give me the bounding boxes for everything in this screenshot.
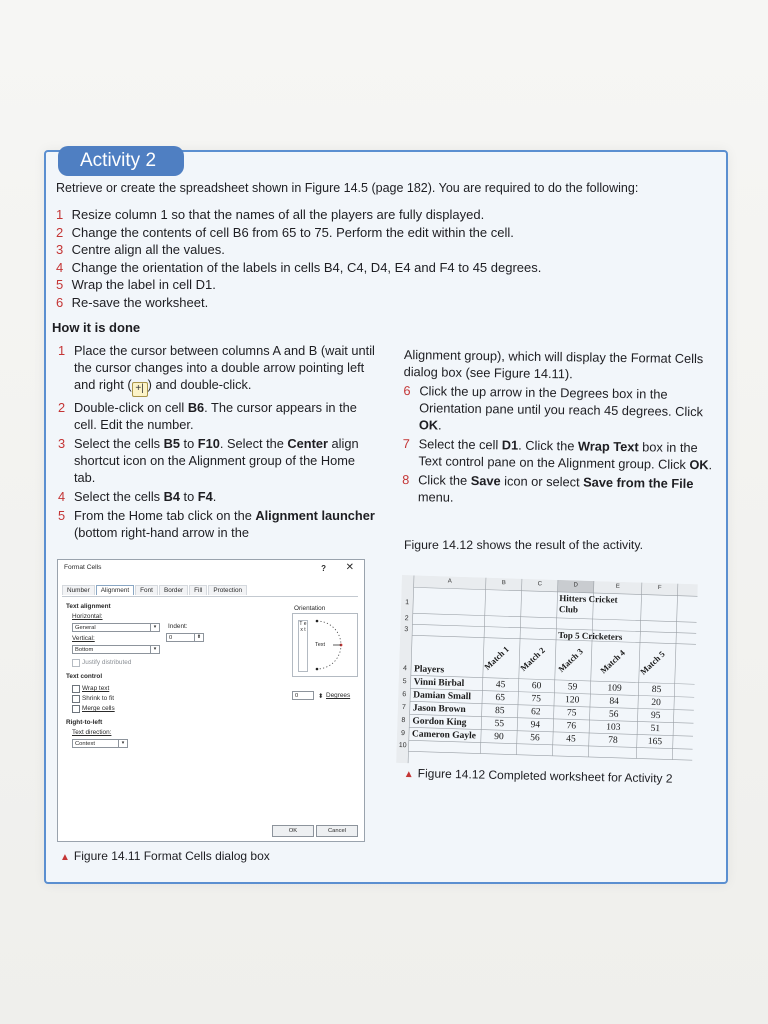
score-cell[interactable]: 45	[566, 734, 576, 745]
row-number[interactable]: 7	[401, 704, 406, 712]
match-label-f4[interactable]: Match 5	[638, 648, 667, 677]
degrees-label: Degrees	[326, 692, 351, 699]
cell-d1-line1: Hitters Cricket	[559, 592, 618, 605]
score-cell[interactable]: 62	[530, 707, 541, 718]
spinner-icon[interactable]: ⬍	[318, 693, 324, 700]
player-name[interactable]: Jason Brown	[412, 703, 466, 716]
score-cell[interactable]: 84	[609, 696, 620, 707]
text-alignment-heading: Text alignment	[66, 603, 111, 610]
score-cell[interactable]: 75	[566, 708, 577, 719]
indent-label: Indent:	[168, 623, 188, 630]
score-cell[interactable]: 120	[564, 695, 580, 706]
spinner-icon: ⬍	[194, 634, 203, 641]
row-number[interactable]: 3	[404, 626, 409, 634]
score-cell[interactable]: 78	[607, 735, 618, 746]
dialog-body	[62, 596, 358, 819]
format-cells-dialog	[57, 559, 365, 842]
cell-a4[interactable]: Players	[413, 664, 445, 676]
score-cell[interactable]: 65	[495, 692, 506, 704]
triangle-marker-icon: ▲	[403, 768, 414, 781]
task-item: 2 Change the contents of cell B6 from 65 to 75. Perform the edit within the cell.	[56, 224, 514, 240]
step-2: 2 Double-click on cell B6. The cursor appears in the cell. Edit the number.	[58, 400, 357, 432]
score-cell[interactable]: 56	[608, 709, 619, 720]
column-header-a[interactable]: A	[447, 578, 452, 585]
figure-11-caption: ▲ Figure 14.11 Format Cells dialog box	[60, 849, 270, 863]
dialog-tabs	[62, 585, 248, 595]
horizontal-select[interactable]	[72, 623, 160, 632]
text-control-heading: Text control	[66, 673, 103, 680]
step-4: 4 Select the cells B4 to F4.	[58, 489, 217, 504]
step-5: 5 From the Home tab click on the Alignment launcher (bottom right-hand arrow in the	[58, 508, 375, 540]
score-cell[interactable]: 165	[647, 736, 663, 748]
player-name[interactable]: Vinni Birbal	[413, 677, 465, 690]
column-header-b[interactable]: B	[501, 580, 506, 587]
player-name[interactable]: Damian Small	[413, 690, 472, 703]
score-cell[interactable]: 109	[607, 683, 622, 694]
chevron-down-icon: ▾	[150, 624, 159, 631]
chevron-down-icon: ▾	[118, 740, 127, 747]
tab-protection[interactable]: Protection	[208, 585, 247, 595]
help-icon[interactable]: ?	[321, 564, 326, 573]
completed-worksheet	[396, 575, 698, 772]
player-name[interactable]: Gordon King	[412, 716, 467, 729]
column-header-c[interactable]: C	[537, 581, 543, 588]
row-number[interactable]: 5	[402, 678, 407, 686]
score-cell[interactable]: 103	[606, 722, 621, 733]
merge-cells-checkbox[interactable]	[72, 705, 80, 713]
row-number[interactable]: 8	[401, 717, 406, 725]
vertical-select[interactable]	[72, 645, 160, 654]
score-cell[interactable]: 75	[531, 694, 542, 705]
step-1: 1 Place the cursor between columns A and B (wait until the cursor changes into a double arrow pointing left and right ( +| ) and double-click.	[58, 342, 376, 397]
score-cell[interactable]: 95	[650, 710, 661, 722]
column-header-e[interactable]: E	[615, 583, 620, 590]
indent-spinner[interactable]	[166, 633, 204, 642]
task-item: 3 Centre align all the values.	[56, 242, 225, 257]
justify-distributed-checkbox[interactable]	[72, 659, 80, 667]
row-number[interactable]: 4	[402, 665, 408, 673]
degrees-spinner[interactable]	[292, 691, 314, 700]
match-label-b4[interactable]: Match 1	[482, 643, 511, 672]
horizontal-label: Horizontal:	[72, 613, 103, 620]
task-item: 1 Resize column 1 so that the names of all the players are fully displayed.	[56, 207, 485, 222]
tab-number[interactable]: Number	[62, 585, 95, 595]
step-5-continued: Alignment group), which will display the Format Cells dialog box (see Figure 14.11).	[403, 346, 704, 382]
score-cell[interactable]: 56	[530, 733, 540, 744]
score-cell[interactable]: 20	[651, 697, 662, 709]
column-header-f[interactable]: F	[657, 585, 662, 592]
dialog-title: Format Cells	[64, 564, 102, 571]
vertical-text-button[interactable]: T e x t	[298, 620, 308, 672]
task-item: 4 Change the orientation of the labels in cells B4, C4, D4, E4 and F4 to 45 degrees.	[56, 259, 542, 275]
step-3: 3 Select the cells B5 to F10. Select the Center align shortcut icon on the Alignment group of the Home tab.	[58, 436, 359, 485]
cell-d1[interactable]	[559, 593, 618, 617]
row-number[interactable]: 1	[405, 599, 410, 607]
wrap-text-checkbox[interactable]	[72, 685, 80, 693]
degrees-value: 0	[295, 693, 299, 699]
steps-right-column	[402, 346, 714, 511]
activity-title: Activity 2	[58, 146, 184, 176]
step-8: 8 Click the Save icon or select Save from the File menu.	[402, 471, 694, 505]
text-direction-select[interactable]	[72, 739, 128, 748]
triangle-marker-icon: ▲	[60, 852, 70, 863]
vertical-label: Vertical:	[72, 635, 95, 642]
column-header-d[interactable]: D	[573, 582, 579, 589]
score-cell[interactable]: 85	[651, 684, 662, 696]
score-cell[interactable]: 94	[530, 720, 541, 731]
cell-d1-line2: Club	[558, 603, 579, 615]
player-name[interactable]: Cameron Gayle	[411, 729, 477, 742]
match-label-d4[interactable]: Match 3	[556, 646, 585, 675]
orientation-pane[interactable]	[292, 613, 358, 677]
step-6: 6 Click the up arrow in the Degrees box in the Orientation pane until you reach 45 degrees. Click OK.	[403, 382, 704, 433]
match-label-e4[interactable]: Match 4	[598, 647, 627, 676]
ok-button[interactable]: OK	[272, 825, 314, 837]
score-cell[interactable]: 60	[531, 681, 542, 692]
figure-12-note: Figure 14.12 shows the result of the activity.	[404, 538, 643, 552]
indent-value: 0	[169, 635, 173, 641]
tab-alignment[interactable]: Alignment	[96, 585, 134, 595]
shrink-to-fit-label: Shrink to fit	[82, 695, 114, 702]
score-cell[interactable]: 55	[494, 718, 505, 730]
close-icon[interactable]: ✕	[345, 562, 354, 573]
right-to-left-heading: Right-to-left	[66, 719, 103, 726]
chevron-down-icon: ▾	[150, 646, 159, 653]
double-arrow-cursor-icon: +|	[132, 382, 148, 397]
horizontal-value: General	[75, 625, 96, 631]
vertical-value: Bottom	[75, 647, 94, 653]
tab-font[interactable]: Font	[135, 585, 158, 595]
score-cell[interactable]: 51	[650, 723, 661, 735]
text-direction-label: Text direction:	[72, 729, 112, 736]
orientation-label: Orientation	[294, 605, 326, 612]
shrink-to-fit-checkbox[interactable]	[72, 695, 80, 703]
tab-fill[interactable]: Fill	[189, 585, 207, 595]
score-cell[interactable]: 45	[495, 680, 506, 691]
score-cell[interactable]: 90	[494, 731, 504, 743]
tab-border[interactable]: Border	[159, 585, 188, 595]
step-7: 7 Select the cell D1. Click the Wrap Text box in the Text control pane on the Alignment group. Click OK.	[402, 435, 713, 473]
how-it-is-done-heading: How it is done	[52, 320, 141, 335]
task-list	[56, 206, 696, 311]
cancel-button[interactable]: Cancel	[316, 825, 358, 837]
text-direction-value: Context	[75, 741, 95, 747]
row-number[interactable]: 10	[398, 741, 407, 750]
figure-12-caption: ▲ Figure 14.12 Completed worksheet for Activity 2	[403, 766, 673, 786]
steps-left-column	[58, 342, 376, 543]
score-cell[interactable]: 59	[567, 682, 578, 693]
cell-d3[interactable]: Top 5 Cricketers	[558, 629, 623, 642]
match-label-c4[interactable]: Match 2	[518, 645, 547, 673]
intro-text: Retrieve or create the spreadsheet shown in Figure 14.5 (page 182). You are required to do the following:	[56, 181, 639, 195]
task-item: 6 Re-save the worksheet.	[56, 294, 209, 310]
row-number[interactable]: 2	[404, 615, 409, 623]
score-cell[interactable]: 76	[566, 721, 577, 732]
row-number[interactable]: 6	[402, 691, 407, 699]
row-number[interactable]: 9	[400, 730, 406, 738]
score-cell[interactable]: 85	[494, 705, 505, 717]
merge-cells-label: Merge cells	[82, 705, 115, 712]
justify-distributed-label: Justify distributed	[82, 659, 132, 666]
text-dial-label: Text	[315, 642, 326, 648]
task-item: 5 Wrap the label in cell D1.	[56, 277, 216, 292]
wrap-text-label: Wrap text	[82, 685, 110, 692]
